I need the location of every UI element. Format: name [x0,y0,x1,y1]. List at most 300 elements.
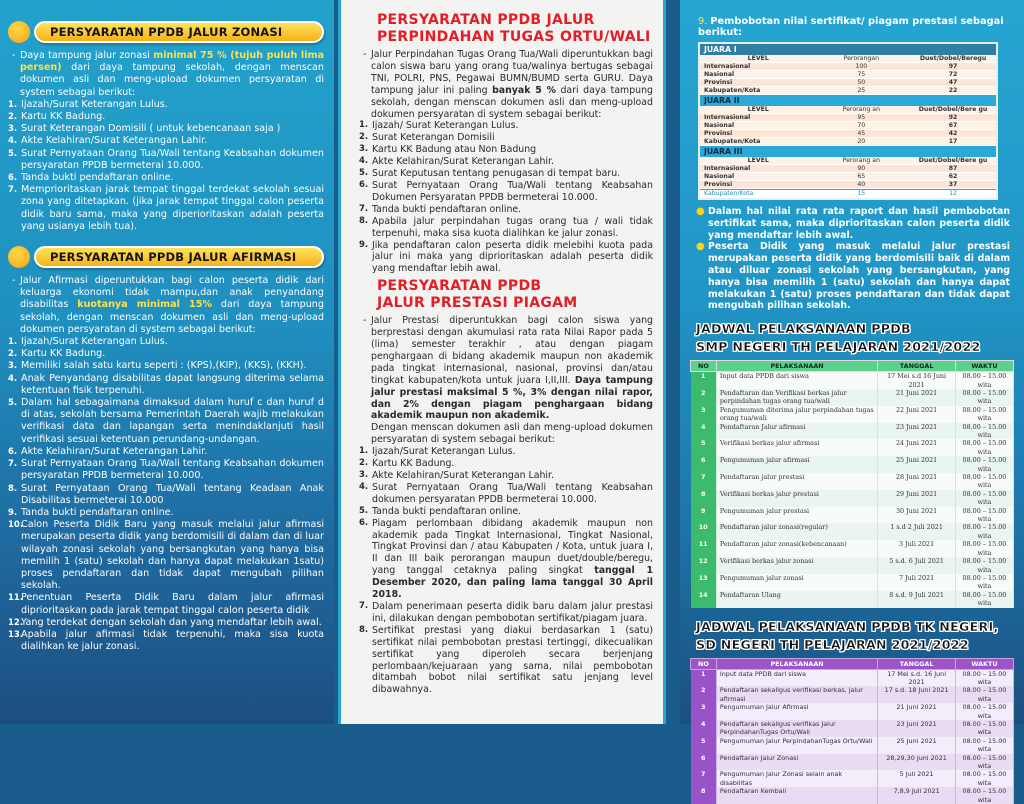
weight-cell: Perorangan [843,55,880,62]
schedule-row [691,389,1014,406]
date: 7,8,9 Juli 2021 [878,787,956,804]
weight-cell: 72 [948,71,958,78]
date: 5 Juli 2021 [878,770,956,787]
list-item [8,617,324,629]
zonasi-requirements-list [8,99,324,233]
list-item [359,156,653,168]
list-item [8,397,324,446]
schedule-row [691,720,1014,737]
activity: Pengumuman diterima jalur perpindahan tugas orang tua/wali [716,406,878,423]
list-item [8,519,324,592]
list-item [359,132,653,144]
item-number: 4. [359,481,369,492]
schedule-row [691,591,1014,608]
row-number: 1 [691,372,717,389]
item-number: 4. [8,136,18,147]
item-number: 2. [8,349,18,360]
list-item [8,99,324,111]
list-item [8,592,324,616]
item-text: Anak Penyandang disabilitas dapat langsung diterima selama ketentuan fisik terpenuhi. [21,372,324,396]
activity: Input data PPDB dari siswa [716,372,878,389]
item-text: Surat Pernyataan Orang Tua/Wali tentang Keabsahan dokumen persyaratan PPDB bermeterai 10.000. [21,147,324,171]
time: 08.00 – 15.00 wita [955,720,1013,737]
column-header: PELAKSANAAN [716,658,878,669]
activity: Pengumuman Jalur PerpindahanTugas Ortu/Wali [716,737,878,754]
item-text: Surat Pernyataan Orang Tua/Wali tentang Keabsahan dokumen persyaratan PPDB bermeterai 10.000. [372,481,653,505]
column-header: NO [691,658,717,669]
juara-heading: JUARA I [700,44,996,55]
date: 21 Juni 2021 [878,389,956,406]
afirmasi-quota-highlight: kuotanya minimal 15% [77,299,213,311]
list-item [359,482,653,506]
juara-heading: JUARA III [700,146,996,157]
activity: Verifikasi berkas jalur prestasi [716,490,878,507]
weight-row [700,173,996,181]
weight-cell: 40 [857,181,866,188]
weight-cell: 100 [855,63,868,70]
item-text: Akte Kelahiran/Surat Keterangan Lahir. [21,445,208,457]
date: 1 s.d 2 Juli 2021 [878,523,956,540]
row-number: 10 [691,523,717,540]
item-text: Piagam perlombaan dibidang akademik maupun non akademik pada Tingkat Internasional, Tingkat Nasional, Tingkat Provinsi dan / atau Kabupaten / Kota, untuk juara I, II dan III baik perorangan maupun duet/double/beregu, yang tanggal cetaknya paling singkat tanggal 1 Desember 2020, dan paling lama tanggal 30 April 2018. [372,517,653,601]
item-number: 5. [8,148,18,159]
item-number: 3. [8,124,18,135]
row-number: 5 [691,737,717,754]
item-text: Kartu KK Badung. [21,348,106,360]
weight-row [700,181,996,189]
afirmasi-title: PERSYARATAN PPDB JALUR AFIRMASI [50,250,297,265]
prestasi-requirements-list [359,446,653,696]
zonasi-quota-highlight: minimal 75 % (tujuh puluh lima persen) [20,50,324,74]
weight-row [700,122,996,130]
list-item [8,336,324,348]
list-item [359,144,653,156]
schedule-row [691,523,1014,540]
item-text: Surat Keputusan tentang penugasan di tempat baru. [372,168,621,180]
item-number: 7. [359,600,369,611]
weight-cell: 65 [857,173,866,180]
item-text: Surat Pernyataan Orang Tua/Wali tentang Keabsahan dokumen persyaratan PPDB bermeterai 10.000. [21,458,324,482]
list-item [359,446,653,458]
afirmasi-intro: - Jalur Afirmasi diperuntukkan bagi calon peserta didik dari keluarga ekonomi tidak mampu,dan anak penyandang disabilitas kuotanya minimal 15% dari daya tampung sekolah, dengan menscan dokumen asli dan meng-upload dokumen persyaratan di system sebagai berikut: [12,275,324,335]
activity: Pengumuman jalur prestasi [716,507,878,524]
item-text: Apabila jalur perpindahan tugas orang tua / wali tidak terpenuhi, maka sisa kuota dialihkan ke jalur zonasi. [372,215,653,239]
item-number: 8. [359,215,369,226]
item-text: Tanda bukti pendaftaran online. [372,203,522,215]
activity: Pengumuman jalur afirmasi [716,456,878,473]
weight-cell: Provinsi [704,79,733,86]
perpindahan-intro: - Jalur Perpindahan Tugas Orang Tua/Wali diperuntukkan bagi calon siswa baru yang orang tua/walinya bertugas sebagai TNI, POLRI, PNS, Pegawai BUMN/BUMD serta GURU. Daya tampung jalur ini paling banyak 5 % dari daya tampung sekolah, dengan menscan dokumen asli dan meng-upload dokumen persyaratan di system sebagai berikut: [363,49,653,120]
afirmasi-requirements-list [8,336,324,653]
activity: Pendaftaran Ulang [716,591,878,608]
date: 7 Juli 2021 [878,574,956,591]
weight-cell: Internasional [704,63,751,70]
prestasi-intro: - Jalur Prestasi diperuntukkan bagi calon siswa yang berprestasi dengan akumulasi rata rata Nilai Rapor pada 5 (lima) semester terakhir , atau dengan piagam penghargaan di bidang akademik maupun non akademik pada tingkat internasional, nasional, provinsi dan/atau tingkat kabupaten/kota untuk juara I,II,III. Daya tampung jalur prestasi maksimal 5 %, 3% dengan nilai rapor, dan 2% dengan piagam penghargaan bidang akademik maupun non akademik. Dengan menscan dokumen asli dan meng-upload dokumen persyaratan di system sebagai berikut: [363,315,653,446]
weight-cell: 62 [948,173,958,180]
weight-row [700,165,996,173]
item-number: 1. [8,337,18,348]
item-number: 9. [359,239,369,250]
column-header: WAKTU [955,361,1013,372]
item-text: Calon Peserta Didik Baru yang masuk melalui jalur afirmasi merupakan peserta didik yang berdomisili di dalam dan di luar wilayah zonasi sekolah yang bersangkutan yang hanya bisa memilih 1 (satu) sekolah dan hanya dapat melakukan 1satu) proses pendaftaran dan tidak dapat mengubah pilihan sekolah. [21,519,324,592]
row-number: 11 [691,540,717,557]
time: 08.00 – 15.00 wita [955,372,1013,389]
panel-middle [338,0,666,724]
item-number: 7. [8,185,18,196]
schedule-row [691,473,1014,490]
weight-row [700,71,996,79]
smp-schedule-title: JADWAL PELAKSANAAN PPDB SMP NEGERI TH PELAJARAN 2021/2022 [696,321,981,355]
zonasi-title: PERSYARATAN PPDB JALUR ZONASI [50,25,283,39]
time: 08.00 – 15.00 wita [955,754,1013,771]
perpindahan-requirements-list [359,120,653,275]
list-item [8,483,324,507]
weight-row [700,79,996,87]
date: 28 Juni 2021 [878,473,956,490]
time: 08.00 – 15.00 wita [955,703,1013,720]
panel-left [0,0,334,724]
row-number: 1 [691,669,717,686]
item-text: Ijazah/ Surat Keterangan Lulus. [372,120,519,132]
weight-cell: Provinsi [704,130,733,137]
row-number: 3 [691,703,717,720]
schedule-row [691,770,1014,787]
item-number: 8. [359,624,369,635]
item-number: 9. [8,507,18,518]
activity: Pendaftaran Kembali [716,787,878,804]
list-item [359,518,653,601]
weight-cell: 50 [857,79,866,86]
weight-cell: Kabupaten/Kota [704,138,761,145]
activity: Pendaftaran dan Verifikasi berkas jalur perpindahan tugas orang tua/wali [716,389,878,406]
row-number: 4 [691,720,717,737]
perpindahan-title: PERSYARATAN PPDB JALUR PERPINDAHAN TUGAS ORTU/WALI [377,12,651,45]
time: 08.00 – 15.00 wita [955,523,1013,540]
item-number: 7. [8,459,18,470]
date: 23 Juni 2021 [878,423,956,440]
list-item [359,601,653,625]
item-text: Tanda bukti pendaftaran online. [21,506,174,518]
panel-right [680,0,1024,804]
date: 24 Juni 2021 [878,439,956,456]
activity: Pendaftaran jalur zonasi(regular) [716,523,878,540]
item-number: 5. [8,398,18,409]
item-text: Ijazah/Surat Keterangan Lulus. [372,446,516,458]
row-number: 7 [691,770,717,787]
date: 8 s.d. 9 Juli 2021 [878,591,956,608]
activity: Pendaftaran Jalur afirmasi [716,423,878,440]
activity: Pendaftaran sekaligus verifikasi berkas, jalur afirmasi [716,686,878,703]
juara-heading: JUARA II [700,95,996,106]
item-number: 3. [359,144,369,155]
weight-cell: 67 [948,122,958,129]
item-text: Surat Keterangan Domisili [372,132,495,144]
time: 08.00 – 15.00 wita [955,389,1013,406]
list-item [359,470,653,482]
activity: Pendaftaran jalur zonasi(kebencanaan) [716,540,878,557]
schedule-row [691,686,1014,703]
item-number: 1. [359,446,369,457]
weight-cell: 87 [948,165,958,172]
weight-cell: 22 [948,87,958,94]
date: 29 Juni 2021 [878,490,956,507]
list-item [359,240,653,276]
item-text: Akte Kelahiran/Surat Keterangan Lahir. [21,135,208,147]
schedule-row [691,439,1014,456]
item-number: 11. [8,593,24,604]
weight-cell: Duet/Dobel/Beregu [919,55,987,62]
schedule-row [691,703,1014,720]
time: 08.00 – 15.00 wita [955,490,1013,507]
weight-cell: 97 [948,63,958,70]
list-item [359,625,653,696]
weight-cell: 90 [857,165,866,172]
row-number: 14 [691,591,717,608]
date: 3 Juli 2021 [878,540,956,557]
item-number: 1. [359,120,369,131]
weight-cell: 37 [948,181,958,188]
weight-cell: LEVEL [747,157,769,164]
item-text: Surat Pernyataan Orang Tua/Wali tentang Keabsahan Dokumen Persyaratan PPDB bermeterai 10.000. [372,179,653,203]
schedule-row [691,507,1014,524]
item-text: Ijazah/Surat Keterangan Lulus. [21,98,168,110]
list-item [359,506,653,518]
weight-header-row [700,55,996,63]
time: 08.00 – 15.00 wita [955,456,1013,473]
time: 08.00 – 15.00 wita [955,406,1013,423]
row-number: 3 [691,406,717,423]
list-item [8,348,324,360]
activity: Verifikasi berkas jalur zonasi [716,557,878,574]
weight-cell: Nasional [704,122,735,129]
item-number: 10. [8,520,24,531]
date: 5 s.d. 6 Juli 2021 [878,557,956,574]
list-item [8,458,324,482]
weight-cell: Provinsi [704,181,733,188]
afirmasi-header [8,245,324,269]
column-header: TANGGAL [878,658,956,669]
time: 08.00 – 15.00 wita [955,591,1013,608]
item-number: 12. [8,617,24,628]
activity: Pengumuman Jalur Afirmasi [716,703,878,720]
item-text: Akte Kelahiran/Surat Keterangan Lahir. [372,156,554,168]
time: 08.00 – 15.00 wita [955,737,1013,754]
schedule-row [691,406,1014,423]
weight-cell: 92 [948,114,958,121]
weight-cell: Nasional [704,173,735,180]
weight-cell: 12 [949,190,957,197]
item-number: 2. [8,112,18,123]
list-item [359,120,653,132]
item-text: Penentuan Peserta Didik Baru dalam jalur afirmasi diprioritaskan pada jarak tempat tinggal calon peserta didik [21,592,324,616]
weight-cell: 42 [948,130,958,137]
item-number: 6. [359,179,369,190]
time: 08.00 – 15.00 wita [955,770,1013,787]
item-number: 4. [359,156,369,167]
item-number: 2. [359,458,369,469]
item-number: 7. [359,203,369,214]
date: 25 Juni 2021 [878,456,956,473]
weight-cell: Perorang an [842,106,880,113]
item-text: Dalam hal sebagaimana dimaksud dalam huruf c dan huruf d di atas, sekolah bersama Pemerintah Daerah wajib melakukan verifikasi data dan lapangan serta menindaklanjuti hasil verifikasi sesuai ketentuan perundang-undangan. [21,397,324,445]
item-text: Dalam penerimaan peserta didik baru dalam jalur prestasi ini, dilakukan dengan pembobotan sertifikat/piagam juara. [372,600,653,624]
item-text: Kartu KK Badung. [21,111,106,123]
schedule-header-row [691,361,1014,372]
row-number: 8 [691,490,717,507]
row-number: 7 [691,473,717,490]
item-text: Tanda bukti pendaftaran online. [21,172,174,184]
time: 08.00 – 15.00 wita [955,686,1013,703]
list-item [8,148,324,172]
weight-row [700,63,996,71]
item-number: 13. [8,629,24,640]
date: 22 Juni 2021 [878,406,956,423]
note-item: ● Peserta Didik yang masuk melalui jalur prestasi merupakan peserta didik yang berdomisili baik di dalam atau diluar zonasi sekolah yang bersangkutan, yang hanya bisa memilih 1 (satu) sekolah dan hanya dapat melakukan 1 (satu) proses pendaftaran dan tidak dapat mengubah pilihan sekolah. [696,241,1010,312]
item-number: 5. [359,168,369,179]
row-number: 9 [691,507,717,524]
list-item [8,629,324,653]
weight-header-row [700,106,996,114]
column-header: PELAKSANAAN [716,361,878,372]
weight-cell: Internasional [704,114,751,121]
weight-cell: Kabupaten/Kota [704,87,761,94]
weight-cell: 95 [857,114,866,121]
weight-cell: Duet/Dobel/Bere gu [918,157,988,164]
weight-row [700,130,996,138]
weight-row [700,87,996,95]
bullet-dot-icon: ● [696,206,705,217]
weight-cell: Kabupaten/Kota [704,190,754,197]
list-item [8,123,324,135]
row-number: 6 [691,456,717,473]
row-number: 6 [691,754,717,771]
schedule-header-row [691,658,1014,669]
weight-cell: 15 [857,190,866,197]
certificate-weight-table [698,42,998,200]
row-number: 2 [691,686,717,703]
sd-schedule-table [690,658,1014,804]
activity: Pendaftaran jalur prestasi [716,473,878,490]
date: 21 Juni 2021 [878,703,956,720]
item-number: 6. [8,173,18,184]
column-header: WAKTU [955,658,1013,669]
item-text: Memiliki salah satu kartu seperti : (KPS),(KIP), (KKS), (KKH). [21,360,307,372]
item-number: 6. [359,517,369,528]
schedule-row [691,456,1014,473]
item-text: Apabila jalur afirmasi tidak terpenuhi, maka sisa kuota dialihkan ke jalur zonasi. [21,628,324,653]
item-number: 4. [8,373,18,384]
weight-cell: 47 [948,79,958,86]
bullet-circle-icon [8,21,30,43]
activity: Pendaftaran Jalur Zonasi [716,754,878,771]
item-text: Yang terdekat dengan sekolah dan yang mendaftar lebih awal. [21,616,322,628]
row-number: 4 [691,423,717,440]
list-item [359,216,653,240]
item-number: 3. [359,470,369,480]
list-item [8,360,324,372]
item-number: 8. [8,483,18,494]
prestasi-title: PERSYARATAN PPDB JALUR PRESTASI PIAGAM [377,278,578,311]
activity: Pengumuman jalur zonasi [716,574,878,591]
weight-row [700,138,996,146]
item-number: 1. [8,99,18,110]
list-item [8,507,324,519]
row-number: 2 [691,389,717,406]
time: 08.00 – 15.00 wita [955,540,1013,557]
item-text: Ijazah/Surat Keterangan Lulus. [21,336,168,348]
schedule-row [691,787,1014,804]
bullet-circle-icon [8,246,30,268]
date: 17 s.d. 18 Juni 2021 [878,686,956,703]
item-number: 2. [359,132,369,143]
schedule-row [691,372,1014,389]
weight-cell: 75 [857,71,866,78]
activity: Pendaftaran sekaligus verifikas Jalur PerpindahanTugas Ortu/Wali [716,720,878,737]
time: 08.00 – 15.00 wita [955,669,1013,686]
time: 08.00 – 15.00 wita [955,423,1013,440]
weight-cell: 70 [857,122,866,129]
row-number: 8 [691,787,717,804]
item-text: Surat Keterangan Domisili ( untuk kebencanaan saja ) [21,123,281,135]
schedule-row [691,557,1014,574]
date: 28,29,30 Juni 2021 [878,754,956,771]
time: 08.00 – 15.00 wita [955,574,1013,591]
weight-cell: 45 [857,130,866,137]
column-header: TANGGAL [878,361,956,372]
weight-cell: Perorang an [842,157,880,164]
column-header: NO [691,361,717,372]
weights-heading: 9. Pembobotan nilai sertifikat/ piagam prestasi sebagai berikut: [698,16,1004,38]
item-text: Jika pendaftaran calon peserta didik melebihi kuota pada jalur ini maka yang diprioritaskan adalah peserta didik yang mendaftar lebih awal. [372,239,653,275]
weight-row [700,189,996,198]
schedule-row [691,669,1014,686]
item-text: Kartu KK Badung atau Non Badung [372,144,537,156]
row-number: 12 [691,557,717,574]
bullet-dot-icon: ● [696,241,705,253]
schedule-row [691,574,1014,591]
weight-cell: 17 [948,138,958,145]
weight-cell: LEVEL [747,55,769,62]
date: 30 Juni 2021 [878,507,956,524]
list-item [359,204,653,216]
time: 08.00 – 15.00 wita [955,439,1013,456]
time: 08.00 – 15.00 wita [955,557,1013,574]
list-item [359,458,653,470]
schedule-row [691,540,1014,557]
schedule-row [691,490,1014,507]
item-number: 3. [8,361,18,372]
list-item [8,172,324,184]
time: 08.00 – 15.00 wita [955,507,1013,524]
date: 17 Mei s.d 16 Juni 2021 [878,372,956,389]
item-text: Kartu KK Badung. [372,458,455,470]
list-item [8,373,324,397]
schedule-row [691,737,1014,754]
sd-schedule-title: JADWAL PELAKSANAAN PPDB TK NEGERI, SD NEGERI TH PELAJARAN 2021/2022 [696,618,999,652]
item-text: Tanda bukti pendaftaran online. [372,505,522,517]
row-number: 13 [691,574,717,591]
list-item [8,184,324,233]
weight-row [700,114,996,122]
date: 23 Juni 2021 [878,720,956,737]
item-text: Memprioritaskan jarak tempat tinggal terdekat sekolah sesuai zona yang ditetapkan. (jika jarak tempat tinggal calon peserta didik baru sama, maka yang diperioritaskan adalah peserta yang usianya lebih tua). [21,184,324,232]
weight-cell: Duet/Dobel/Bere gu [918,106,988,113]
row-number: 5 [691,439,717,456]
date: 25 Juni 2021 [878,737,956,754]
item-text: Sertifikat prestasi yang diakui berdasarkan 1 (satu) sertifikat nilai pembobotan prestasi tertinggi, dikecualikan sertifikat yang diperoleh secara berjenjang perlombaan/kejuaraan yang sama, nilai pembobotan ditambah bobot nilai sertifikat satu jenjang level dibawahnya. [372,624,653,696]
list-item [359,180,653,204]
zonasi-intro: - Daya tampung jalur zonasi minimal 75 % (tujuh puluh lima persen) dari daya tampung sekolah, dengan menscan dokumen asli dan meng-upload dokumen persyaratan di system sebagai berikut: [12,50,324,98]
